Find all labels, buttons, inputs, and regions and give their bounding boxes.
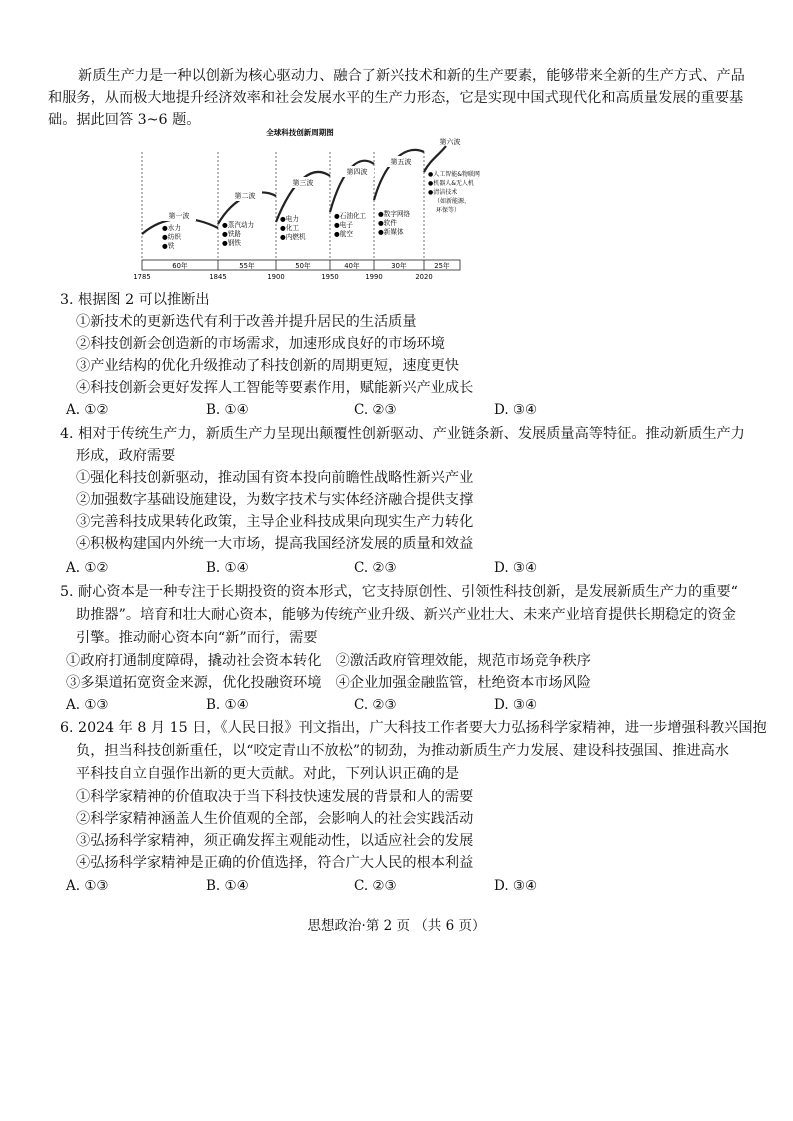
q3-option-a: A. ①② (66, 402, 109, 418)
q4-statement-3: ③完善科技成果转化政策，主导企业科技成果向现实生产力转化 (76, 514, 474, 530)
q6-statement-4: ④弘扬科学家精神是正确的价值选择，符合广大人民的根本利益 (76, 855, 474, 871)
year-1900: 1900 (267, 273, 285, 281)
q3-statement-2: ②科技创新会创造新的市场需求，加速形成良好的市场环境 (76, 336, 445, 352)
q6-stem-1: 6. 2024 年 8 月 15 日，《人民日报》刊文指出，广大科技工作者要大力弘扬科学家精神，进一步增强科教兴国抱 (60, 720, 767, 736)
q3-option-d: D. ③④ (494, 402, 538, 418)
q4-stem-2: 形成，政府需要 (76, 448, 176, 464)
q5-statements-3-4: ③多渠道拓宽资金来源，优化投融资环境 ④企业加强金融监管，杜绝资本市场风险 (66, 675, 591, 691)
period-6: 25年 (434, 262, 450, 270)
wave-2-item-2: ●铁路 (222, 230, 241, 238)
period-1: 60年 (172, 262, 188, 270)
q5-stem-2: 助推器”。培育和壮大耐心资本，能够为传统产业升级、新兴产业壮大、未来产业培育提供长期稳定的资金 (76, 607, 736, 623)
q5-statements-1-2: ①政府打通制度障碍，撬动社会资本转化 ②激活政府管理效能，规范市场竞争秩序 (66, 653, 591, 669)
wave-6-item-4: （如新能源、 (434, 198, 471, 205)
q5-stem-1: 5. 耐心资本是一种专注于长期投资的资本形式，它支持原创性、引领性科技创新，是发展新质生产力的重要“ (60, 584, 738, 600)
q4-statement-1: ①强化科技创新驱动，推动国有资本投向前瞻性战略性新兴产业 (76, 470, 474, 486)
q4-stem-1: 4. 相对于传统生产力，新质生产力呈现出颠覆性创新驱动、产业链条新、发展质量高等特征。推动新质生产力 (60, 426, 745, 442)
period-4: 40年 (344, 262, 360, 270)
wave-3-item-2: ●化工 (280, 224, 299, 232)
year-1785: 1785 (133, 273, 151, 281)
wave-1-label: 第一波 (168, 212, 190, 220)
wave-6-item-3: ●清洁技术 (428, 189, 458, 196)
q6-stem-3: 平科技自立自强作出新的更大贡献。对此，下列认识正确的是 (76, 766, 460, 782)
wave-4-item-1: ●石油化工 (334, 212, 367, 220)
wave-1-item-1: ●水力 (162, 224, 181, 232)
q3-statement-4: ④科技创新会更好发挥人工智能等要素作用，赋能新兴产业成长 (76, 380, 474, 396)
wave-3-item-3: ●内燃机 (280, 233, 306, 241)
wave-4-item-2: ●电子 (334, 221, 353, 229)
q5-option-c: C. ②③ (354, 697, 397, 713)
wave-5-item-2: ●软件 (378, 219, 397, 227)
year-1990: 1990 (365, 273, 383, 281)
wave-3-label: 第三波 (292, 179, 314, 187)
q5-stem-3: 引擎。推动耐心资本向“新”而行，需要 (76, 630, 318, 646)
q3-statement-3: ③产业结构的优化升级推动了科技创新的周期更短，速度更快 (76, 358, 460, 374)
q6-statement-1: ①科学家精神的价值取决于当下科技快速发展的背景和人的需要 (76, 789, 474, 805)
q6-option-c: C. ②③ (354, 878, 397, 894)
intro-line-1: 新质生产力是一种以创新为核心驱动力、融合了新兴技术和新的生产要素，能够带来全新的生产方式、产品 (78, 68, 745, 84)
figure-title: 全球科技创新周期图 (266, 128, 334, 137)
wave-1-item-3: ●铁 (162, 242, 175, 250)
q6-option-b: B. ①④ (206, 878, 249, 894)
innovation-cycle-figure (128, 124, 480, 284)
q4-option-d: D. ③④ (494, 560, 538, 576)
q3-option-c: C. ②③ (354, 402, 397, 418)
wave-2-label: 第二波 (234, 192, 256, 200)
period-2: 55年 (239, 262, 255, 270)
q5-option-b: B. ①④ (206, 697, 249, 713)
wave-3-item-1: ●电力 (280, 215, 299, 223)
period-3: 50年 (295, 262, 311, 270)
wave-6-item-5: 环保等） (436, 207, 461, 214)
wave-2-item-1: ●蒸汽动力 (222, 221, 255, 229)
period-bar (133, 260, 460, 281)
q3-statement-1: ①新技术的更新迭代有利于改善并提升居民的生活质量 (76, 314, 417, 330)
q6-option-d: D. ③④ (494, 878, 538, 894)
q4-option-b: B. ①④ (206, 560, 249, 576)
q3-option-b: B. ①④ (206, 402, 249, 418)
wave-1-item-2: ●纺织 (162, 233, 181, 241)
q5-option-d: D. ③④ (494, 697, 538, 713)
q4-option-c: C. ②③ (354, 560, 397, 576)
q4-option-a: A. ①② (66, 560, 109, 576)
wave-5-label: 第五波 (390, 158, 412, 166)
year-1845: 1845 (209, 273, 227, 281)
q3-stem: 3. 根据图 2 可以推断出 (60, 292, 210, 308)
wave-6-label: 第六波 (439, 138, 461, 146)
wave-6-item-1: ●人工智能&物联网 (428, 171, 480, 178)
intro-line-2: 和服务，从而极大地提升经济效率和社会发展水平的生产力形态，它是实现中国式现代化和高质量发展的重要基 (48, 90, 744, 106)
q6-option-a: A. ①③ (66, 878, 109, 894)
year-1950: 1950 (321, 273, 339, 281)
wave-6-item-2: ●机器人&无人机 (428, 180, 474, 187)
q5-option-a: A. ①③ (66, 697, 109, 713)
year-2020: 2020 (415, 273, 433, 281)
q6-statement-2: ②科学家精神涵盖人生价值观的全部，会影响人的社会实践活动 (76, 811, 474, 827)
wave-2-item-3: ●钢铁 (222, 239, 241, 247)
period-5: 30年 (391, 262, 407, 270)
q4-statement-4: ④积极构建国内外统一大市场，提高我国经济发展的质量和效益 (76, 536, 474, 552)
wave-4-label: 第四波 (346, 168, 368, 176)
q6-stem-2: 负，担当科技创新重任，以“咬定青山不放松”的韧劲，为推动新质生产力发展、建设科技强国、推进高水 (76, 743, 729, 759)
intro-line-3: 础。据此回答 3~6 题。 (48, 112, 201, 128)
wave-4-item-3: ●航空 (334, 230, 353, 238)
wave-5-item-1: ●数字网络 (378, 210, 411, 218)
wave-5-item-3: ●新媒体 (378, 228, 404, 236)
page-footer: 思想政治·第 2 页 （共 6 页） (307, 918, 486, 934)
q4-statement-2: ②加强数字基础设施建设，为数字技术与实体经济融合提供支撑 (76, 492, 474, 508)
q6-statement-3: ③弘扬科学家精神，须正确发挥主观能动性，以适应社会的发展 (76, 833, 474, 849)
